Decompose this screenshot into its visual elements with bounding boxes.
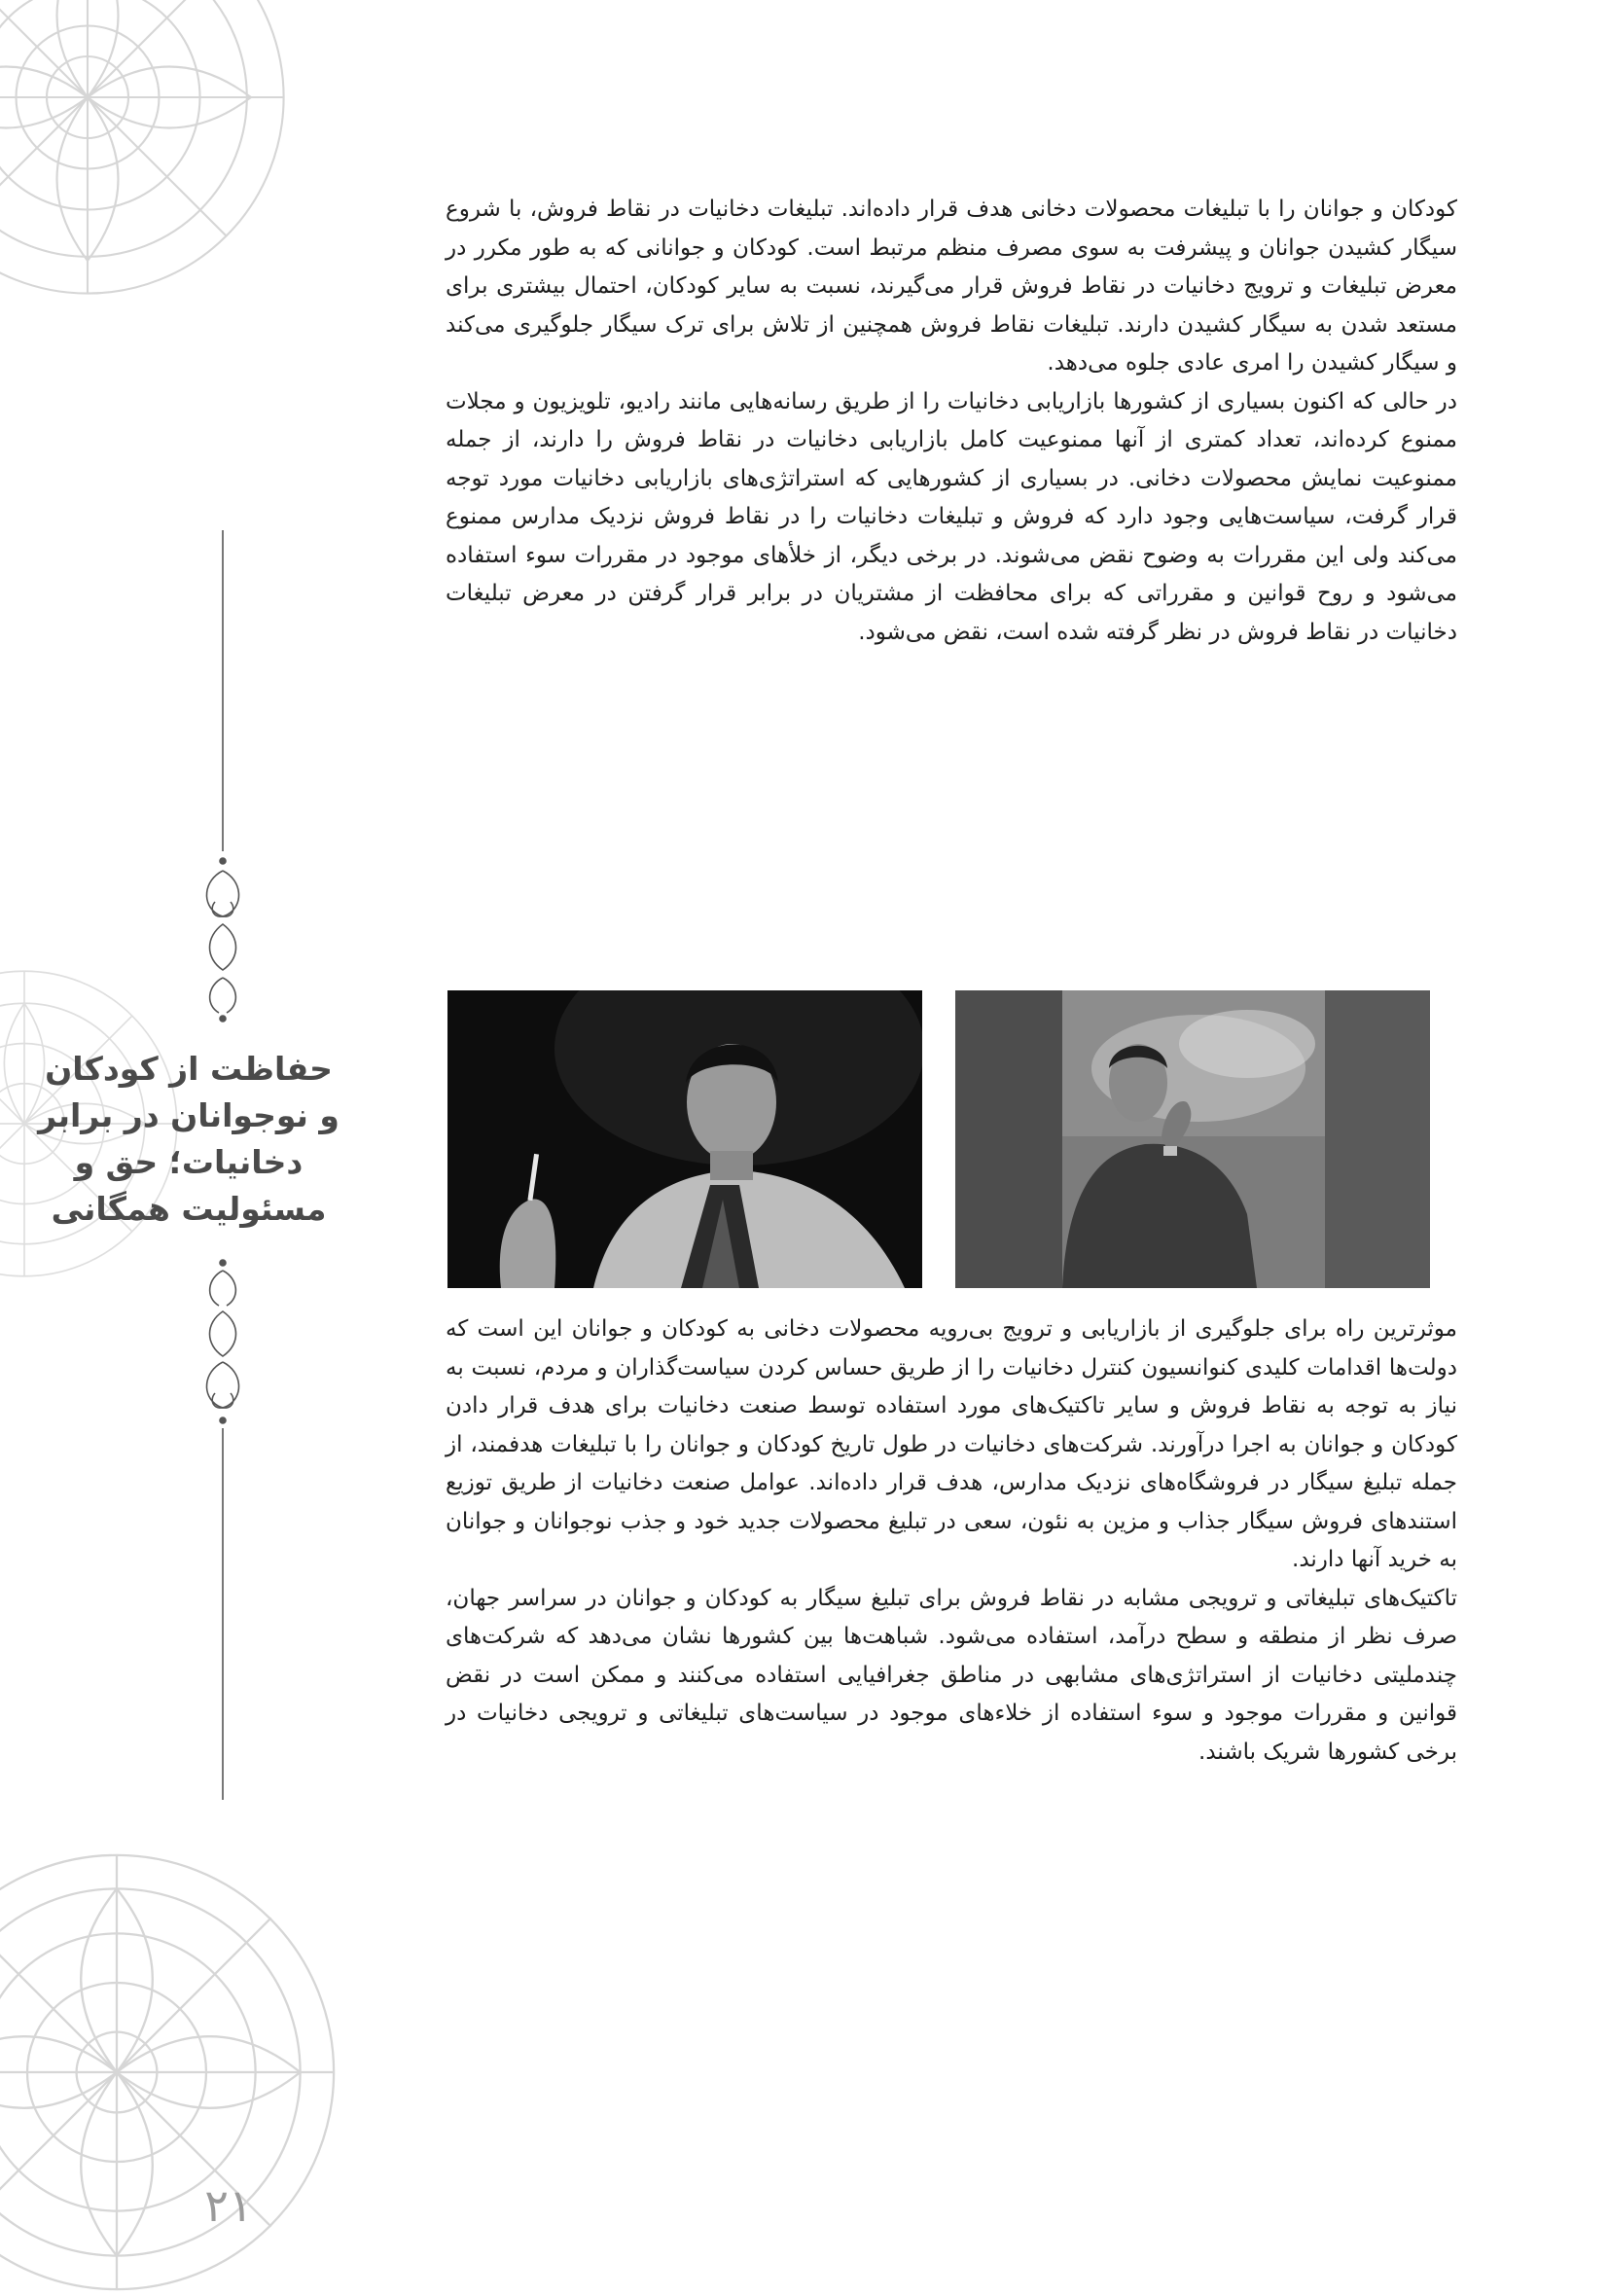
page-number: ۲۱ [204,2179,253,2232]
mandala-ornament-bottom [0,1848,340,2296]
mandala-ornament-top [0,0,292,302]
section-title-line: حفاظت از کودکان [45,1050,333,1088]
section-title-line: دخانیات؛ حق و [74,1143,304,1181]
flourish-divider-bottom [194,1255,252,1800]
section-title-line: و نوجوانان در برابر [38,1096,340,1134]
photo-man-in-suit-with-cigarette [447,990,922,1288]
flourish-divider-top [194,530,252,1026]
paragraph: موثرترین راه برای جلوگیری از بازاریابی و ترویج بی‌رویه محصولات دخانی به کودکان و جوانان این است که دولت‌ها اقدامات کلیدی کنوانسیون کنترل دخانیات را از طریق حساس کردن سیاست‌گذاران و مردم، نسبت به نیاز به توجه به نقاط فروش و سایر تاکتیک‌های مورد استفاده توسط صنعت دخانیات برای هدف قرار دادن کودکان و جوانان به اجرا درآورند. شرکت‌های دخانیات در طول تاریخ کودکان و جوانان را با تبلیغات هدفمند، از جمله تبلیغ سیگار در فروشگاه‌های نزدیک مدارس، هدف قرار داده‌اند. عوامل صنعت دخانیات از طریق توزیع استندهای فروش سیگار جذاب و مزین به نئون، سعی در تبلیغ محصولات جدید خود و جذب نوجوانان و جوانان به خرید آنها دارند. [446,1316,1457,1572]
body-text-bottom [446,1310,1457,1772]
section-title-line: مسئولیت همگانی [51,1190,327,1228]
section-title [8,1046,370,1233]
paragraph: کودکان و جوانان را با تبلیغات محصولات دخانی هدف قرار داده‌اند. تبلیغات دخانیات در نقاط فروش، با شروع سیگار کشیدن جوانان و پیشرفت به سوی مصرف منظم مرتبط است. کودکان و جوانانی که به طور مکرر در معرض تبلیغات و ترویج دخانیات در نقاط فروش قرار می‌گیرند، نسبت به سایر کودکان، احتمال بیشتری برای مستعد شدن به سیگار کشیدن دارند. تبلیغات نقاط فروش همچنین از تلاش برای ترک سیگار جلوگیری می‌کند و سیگار کشیدن را امری عادی جلوه می‌دهد. [446,197,1457,376]
photo-man-smoking-outdoors [955,990,1430,1288]
paragraph: تاکتیک‌های تبلیغاتی و ترویجی مشابه در نقاط فروش برای تبلیغ سیگار به کودکان و جوانان در سراسر جهان، صرف نظر از منطقه و سطح درآمد، استفاده می‌شود. شباهت‌ها بین کشورها نشان می‌دهد که شرکت‌های چندملیتی دخانیات از استراتژی‌های مشابهی در مناطق جغرافیایی استفاده می‌کنند و ممکن است در نقض قوانین و مقررات موجود و سوء استفاده از خلاءهای موجود در سیاست‌های تبلیغاتی و ترویجی دخانیات در برخی کشورها شریک باشند. [446,1585,1457,1765]
body-text-top [446,191,1457,652]
paragraph: در حالی که اکنون بسیاری از کشورها بازاریابی دخانیات را از طریق رسانه‌هایی مانند رادیو، تلویزیون و مجلات ممنوع کرده‌اند، تعداد کمتری از آنها ممنوعیت کامل بازاریابی دخانیات در نقاط فروش را دارند، از جمله ممنوعیت نمایش محصولات دخانی. در بسیاری از کشورهایی که استراتژی‌های بازاریابی دخانیات مورد توجه قرار گرفت، سیاست‌هایی وجود دارد که فروش و تبلیغات دخانیات را در نقاط فروش نزدیک مدارس ممنوع می‌کند ولی این مقررات به وضوح نقض می‌شوند. در برخی دیگر، از خلأهای موجود در مقررات سوء استفاده می‌شود و روح قوانین و مقرراتی که برای محافظت از مشتریان در برابر قرار گرفتن در معرض تبلیغات دخانیات در نقاط فروش در نظر گرفته شده است، نقض می‌شود. [446,388,1457,645]
